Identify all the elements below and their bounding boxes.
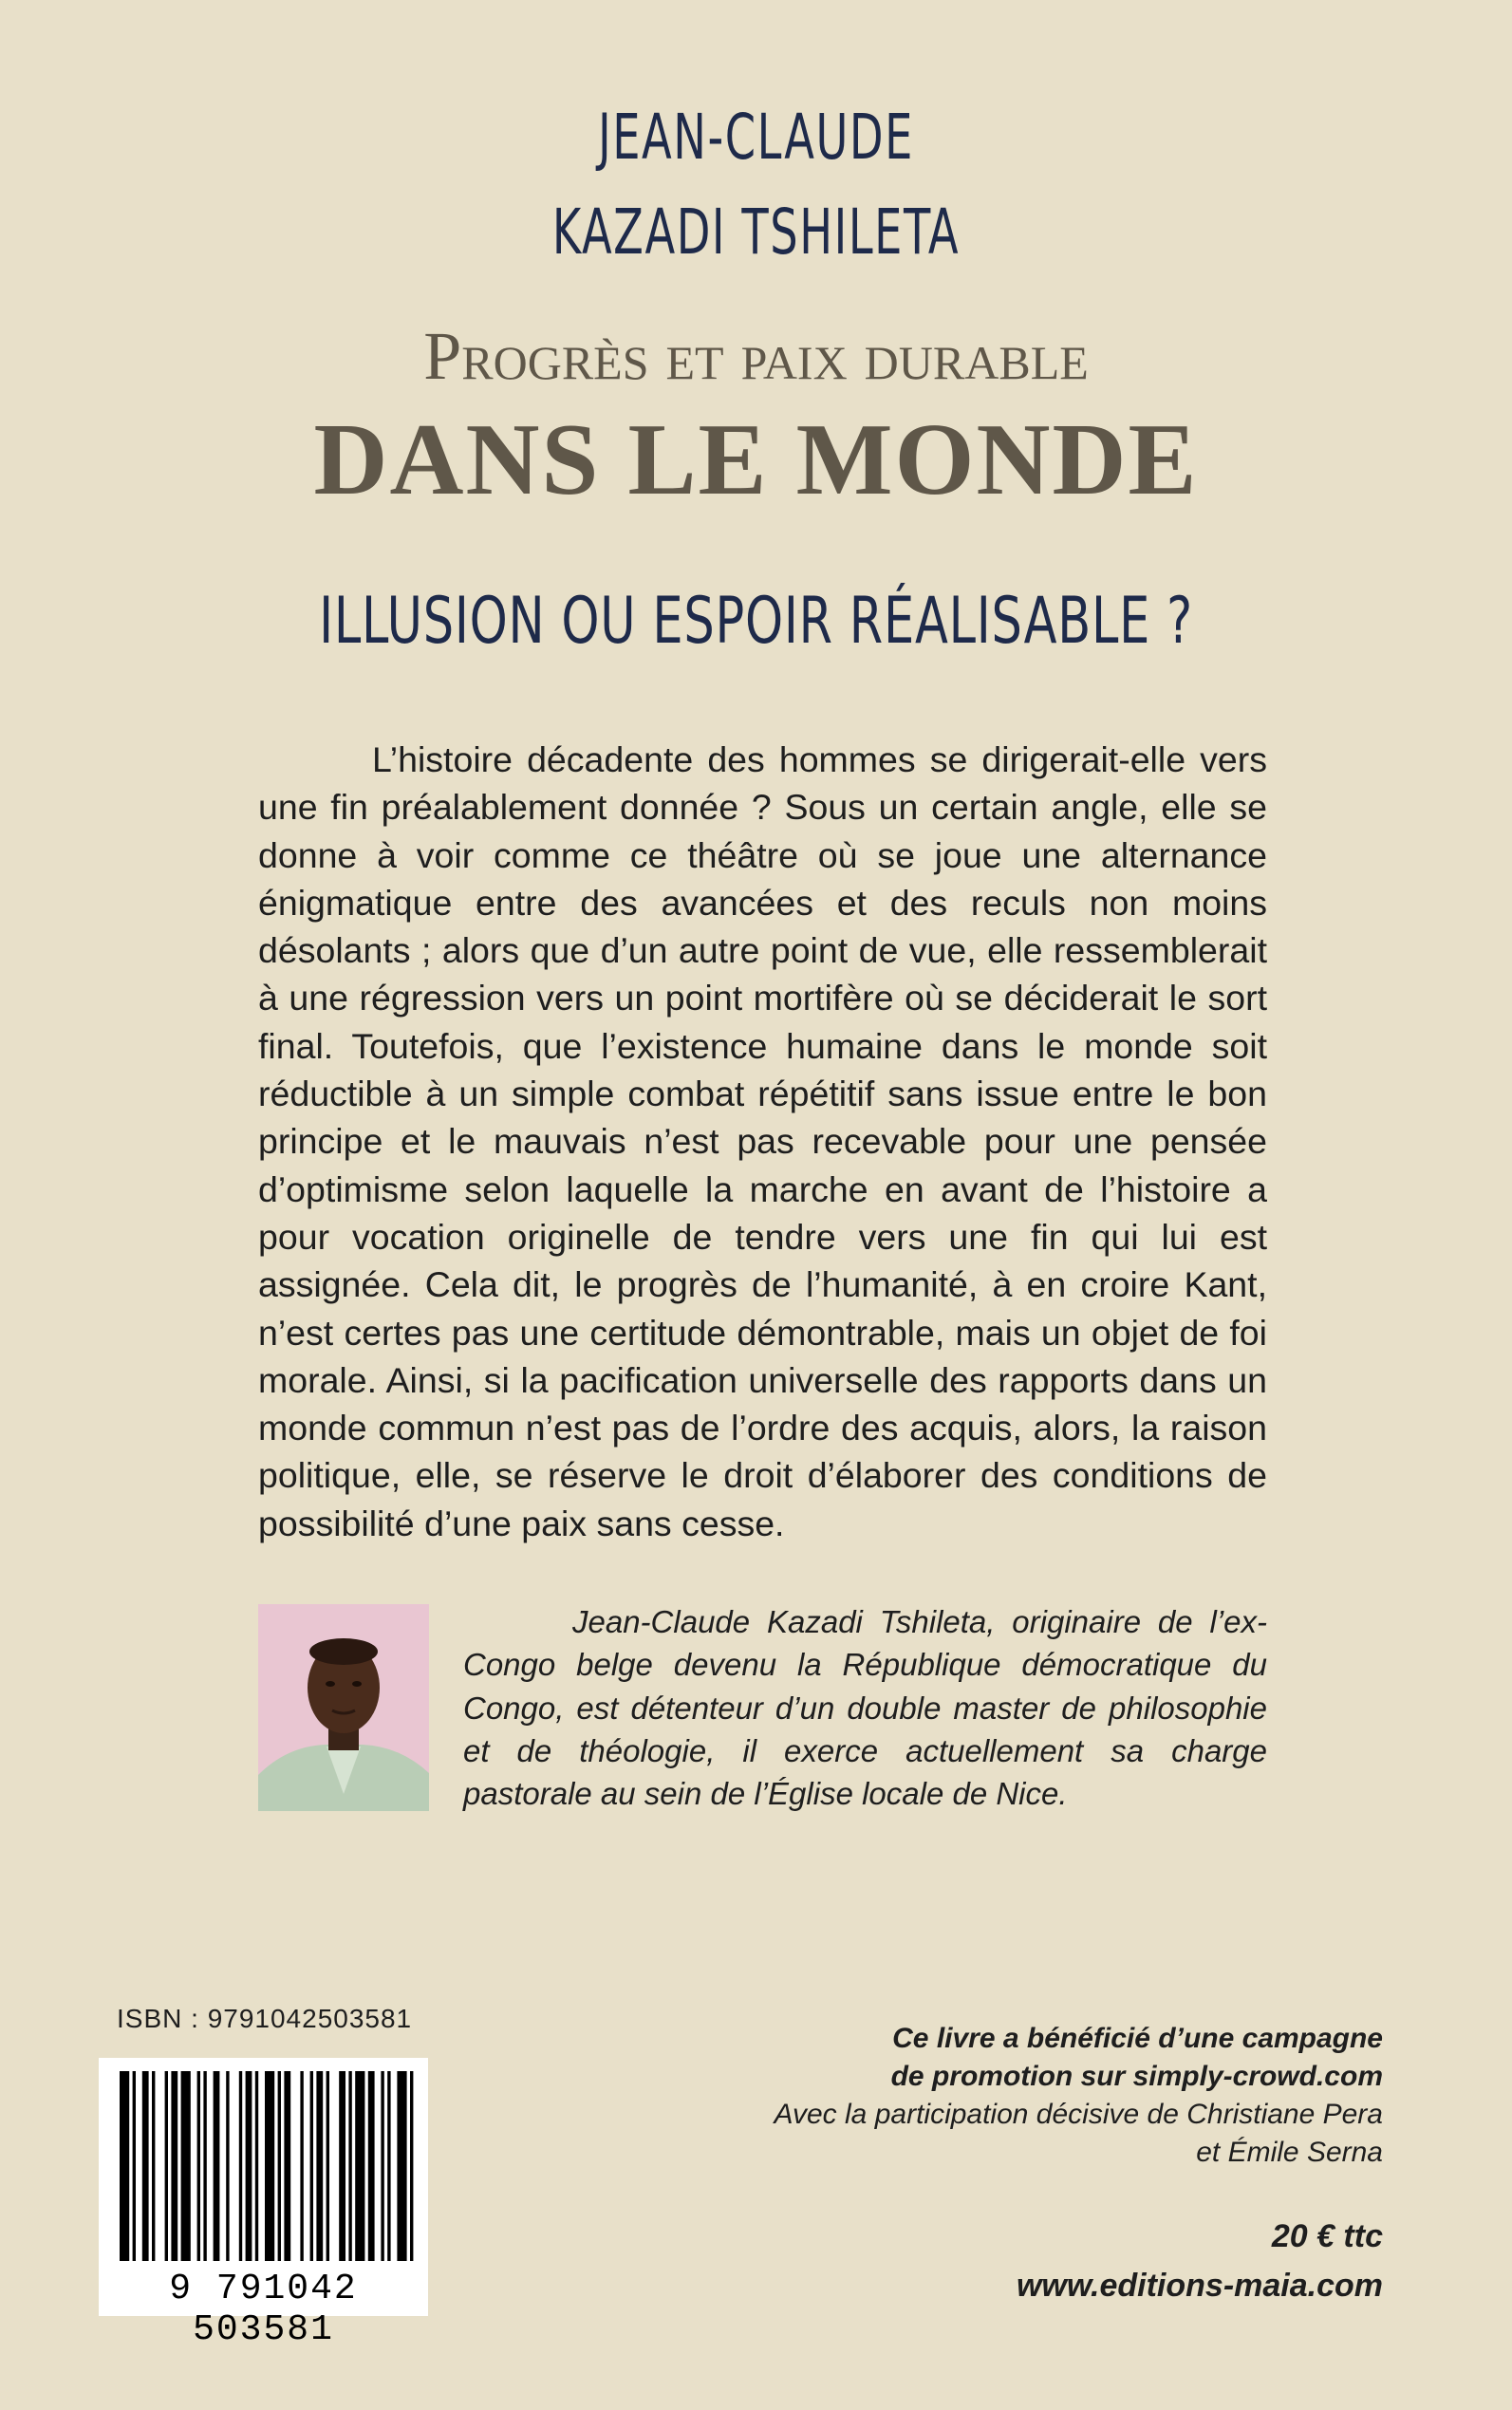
- barcode-bar: [278, 2071, 281, 2261]
- barcode-bar: [152, 2071, 155, 2261]
- promo-line-4: et Émile Serna: [1196, 2137, 1383, 2168]
- author-line-2: KAZADI TSHILETA: [551, 196, 961, 269]
- author-photo: [258, 1604, 429, 1811]
- barcode-bar: [165, 2071, 168, 2261]
- book-subtitle: ILLUSION OU ESPOIR RÉALISABLE ?: [319, 584, 1193, 659]
- barcode-bar: [255, 2071, 258, 2261]
- barcode-bar: [381, 2071, 383, 2261]
- barcode-bar: [300, 2071, 303, 2261]
- barcode-bars: [99, 2058, 428, 2269]
- barcode-bar: [203, 2071, 206, 2261]
- author-bio: Jean-Claude Kazadi Tshileta, originaire de l’ex-Congo belge devenu la République démocratique du Congo, est détenteur d’un double master de philosophie et de théologie, il exerce actuellement sa charge pastorale au sein de l’Église locale de Nice.: [463, 1604, 1267, 1812]
- barcode-bar: [410, 2071, 413, 2261]
- barcode-bar: [339, 2071, 345, 2261]
- back-cover-blurb: L’histoire décadente des hommes se dirigerait-elle vers une fin préalablement donnée ? Sous un certain angle, elle se donne à voir comme ce théâtre où se joue une alternance énigmatique entre des avancées et des reculs non moins désolants ; alors que d’un autre point de vue, elle ressemblerait à une régression vers un point mortifère où se déciderait le sort final. Toutefois, que l’existence humaine dans le monde soit réductible à un simple combat répétitif sans issue entre le bon principe et le mauvais n’est pas recevable pour une pensée d’optimisme selon laquelle la marche en avant de l’histoire a pour vocation originelle de tendre vers une fin qui lui est assignée. Cela dit, le progrès de l’humanité, à en croire Kant, n’est certes pas une certitude démontrable, mais un objet de foi morale. Ainsi, si la pacification universelle des rapports dans un monde commun n’est pas de l’ordre des acquis, alors, la raison politique, elle, se réserve le droit d’élaborer des conditions de possibilité d’une paix sans cesse.: [258, 739, 1267, 1543]
- barcode-bar: [387, 2071, 390, 2261]
- publisher-website: www.editions-maia.com: [1016, 2268, 1383, 2304]
- barcode-bar: [284, 2071, 290, 2261]
- barcode-bar: [310, 2071, 313, 2261]
- barcode-bar: [133, 2071, 136, 2261]
- barcode-bar: [214, 2071, 220, 2261]
- promotion-note: [719, 2020, 1383, 2172]
- barcode-bar: [171, 2071, 177, 2261]
- book-title-line-1: Progrès et paix durable: [423, 318, 1089, 394]
- promo-line-2: de promotion sur simply-crowd.com: [890, 2061, 1383, 2092]
- price-block: [719, 2212, 1383, 2310]
- author-portrait-image: [258, 1604, 429, 1811]
- barcode-bar: [142, 2071, 149, 2261]
- barcode-bar: [120, 2071, 129, 2261]
- price: 20 € ttc: [1271, 2218, 1383, 2254]
- barcode-bar: [197, 2071, 200, 2261]
- isbn-barcode: [99, 2058, 428, 2350]
- barcode-bar: [397, 2071, 406, 2261]
- isbn-label: ISBN : 9791042503581: [117, 2004, 413, 2033]
- book-title-line-2: DANS LE MONDE: [313, 403, 1199, 516]
- author-line-1: JEAN-CLAUDE: [598, 101, 914, 174]
- barcode-bar: [368, 2071, 375, 2261]
- barcode-bar: [226, 2071, 229, 2261]
- barcode-bar: [316, 2071, 323, 2261]
- barcode-bar: [265, 2071, 274, 2261]
- barcode-bar: [355, 2071, 364, 2261]
- barcode-bar: [239, 2071, 242, 2261]
- author-name: [166, 90, 1346, 280]
- barcode-digits: 9 791042 503581: [169, 2269, 358, 2350]
- barcode-bar: [348, 2071, 351, 2261]
- promo-line-1: Ce livre a bénéficié d’une campagne: [892, 2023, 1383, 2054]
- barcode-bar: [327, 2071, 329, 2261]
- barcode-bar: [181, 2071, 191, 2261]
- barcode-bar: [246, 2071, 252, 2261]
- promo-line-3: Avec la participation décisive de Christiane Pera: [774, 2099, 1383, 2130]
